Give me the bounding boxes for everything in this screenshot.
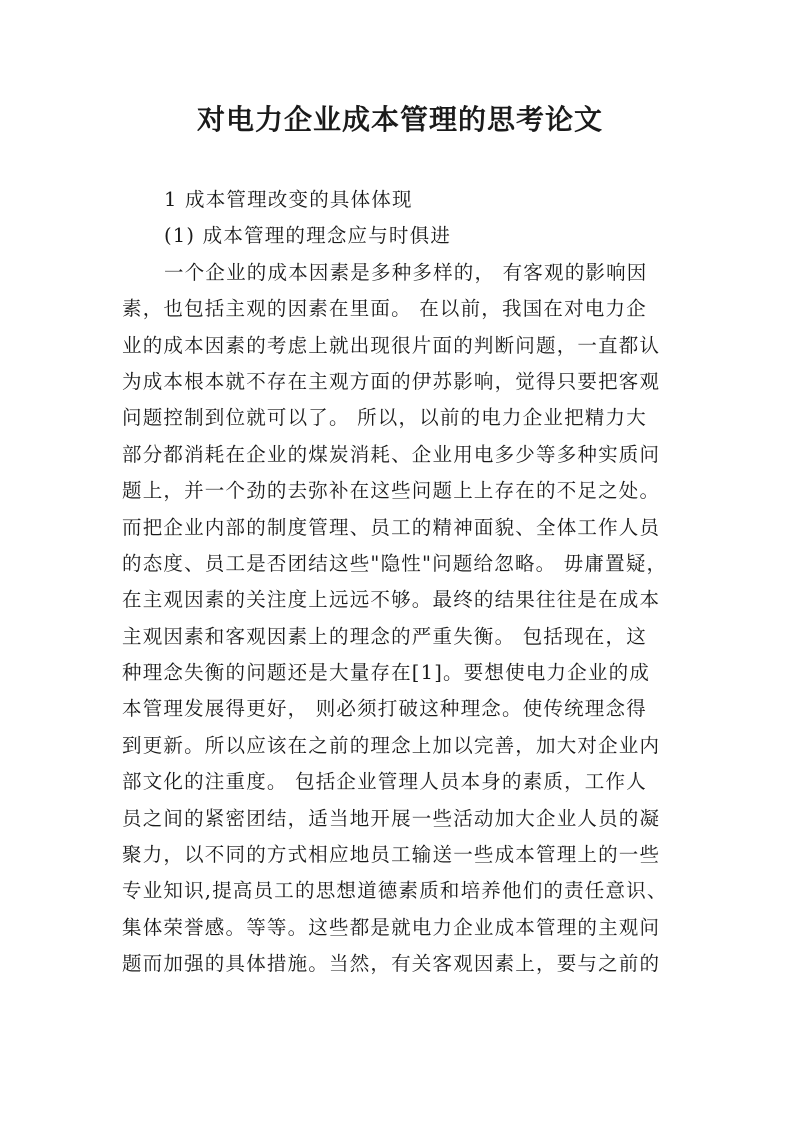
paragraph [122, 255, 682, 983]
paragraph-line: 专业知识,提高员工的思想道德素质和培养他们的责任意识、 [122, 879, 668, 903]
document-body [122, 182, 682, 983]
subsection-heading: (1) 成本管理的理念应与时俱进 [164, 224, 452, 248]
paragraph-line: 素，也包括主观的因素在里面。 在以前，我国在对电力企 [122, 297, 647, 321]
paragraph-line: 一个企业的成本因素是多种多样的， 有客观的影响因 [164, 260, 648, 284]
paragraph-line: 在主观因素的关注度上远远不够。最终的结果往往是在成本 [122, 588, 661, 612]
section-heading: 1 成本管理改变的具体体现 [164, 188, 413, 211]
paragraph-line: 业的成本因素的考虑上就出现很片面的判断问题，一直都认 [122, 333, 661, 357]
paragraph-line: 部分都消耗在企业的煤炭消耗、企业用电多少等多种实质问 [122, 442, 661, 466]
paragraph-line: 题而加强的具体措施。当然，有关客观因素上，要与之前的 [122, 952, 661, 976]
paragraph-line: 聚力，以不同的方式相应地员工输送一些成本管理上的一些 [122, 843, 661, 867]
paragraph-line: 集体荣誉感。等等。这些都是就电力企业成本管理的主观问 [122, 915, 661, 939]
paragraph-line: 主观因素和客观因素上的理念的严重失衡。 包括现在，这 [122, 624, 647, 648]
paragraph-line: 题上，并一个劲的去弥补在这些问题上上存在的不足之处。 [122, 479, 661, 503]
paragraph-line: 种理念失衡的问题还是大量存在[1]。要想使电力企业的成 [122, 661, 651, 685]
paragraph-line: 部文化的注重度。 包括企业管理人员本身的素质，工作人 [122, 770, 647, 794]
paragraph-line: 的态度、员工是否团结这些"隐性"问题给忽略。 毋庸置疑， [122, 551, 668, 575]
paragraph-line: 本管理发展得更好， 则必须打破这种理念。使传统理念得 [122, 697, 647, 721]
paragraph-line: 问题控制到位就可以了。 所以，以前的电力企业把精力大 [122, 406, 647, 430]
document-title: 对电力企业成本管理的思考论文 [196, 103, 603, 136]
paragraph-line: 到更新。所以应该在之前的理念上加以完善，加大对企业内 [122, 733, 661, 757]
paragraph-line: 员之间的紧密团结，适当地开展一些活动加大企业人员的凝 [122, 806, 661, 830]
paragraph-line: 而把企业内部的制度管理、员工的精神面貌、全体工作人员 [122, 515, 661, 539]
paragraph-line: 为成本根本就不存在主观方面的伊苏影响，觉得只要把客观 [122, 369, 661, 393]
